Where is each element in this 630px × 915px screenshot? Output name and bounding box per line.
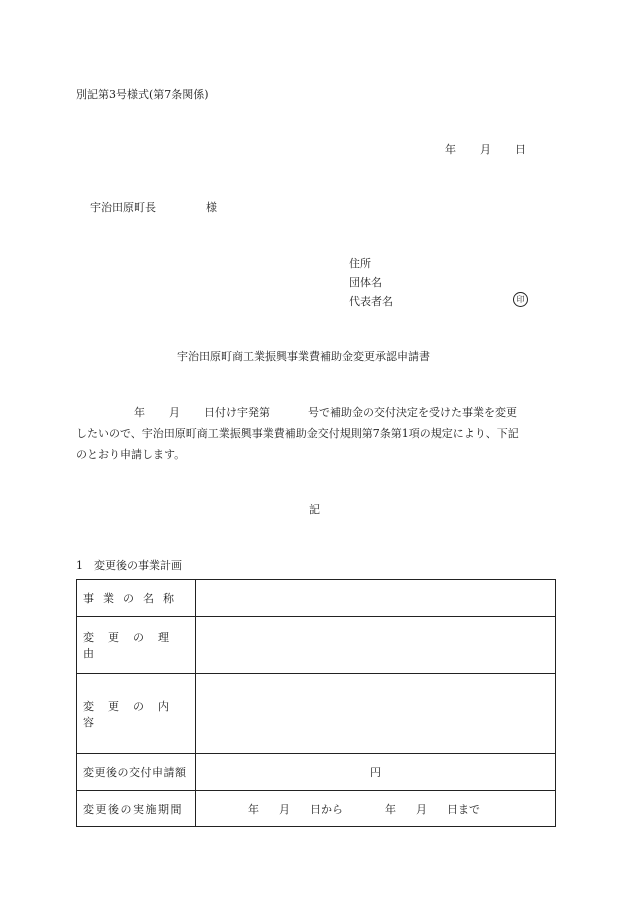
body-month: 月 — [169, 406, 180, 419]
seal-mark — [513, 292, 528, 307]
rep-label: 代表者名 — [349, 295, 393, 308]
value-period — [196, 791, 556, 827]
date-year: 年 — [445, 143, 456, 156]
body-year: 年 — [134, 406, 145, 419]
period-year1: 年 — [248, 802, 259, 816]
form-label: 別記第3号様式(第7条関係) — [76, 88, 209, 101]
period-month1: 月 — [279, 802, 290, 816]
seal-circle: 印 — [513, 292, 528, 307]
addressee-honorific: 様 — [206, 201, 217, 214]
body-line-1 — [76, 402, 556, 423]
table-row — [77, 617, 556, 674]
value-project-name — [196, 580, 556, 617]
address-label: 住所 — [349, 257, 371, 270]
label-project-name: 事業の名称 — [77, 580, 196, 617]
amount-unit: 円 — [370, 766, 381, 779]
label-period: 変更後の実施期間 — [77, 791, 196, 827]
body-paragraph — [76, 402, 556, 465]
value-change-content — [196, 674, 556, 754]
body-line-3: のとおり申請します。 — [76, 448, 186, 461]
addressee — [90, 199, 217, 215]
date-month: 月 — [480, 143, 491, 156]
table-row — [77, 791, 556, 827]
body-number: 号で補助金の交付決定を受けた事業を変更 — [308, 406, 517, 419]
org-label: 団体名 — [349, 276, 382, 289]
addressee-name: 宇治田原町長 — [90, 201, 156, 214]
period-month2: 月 — [416, 802, 427, 816]
period-from: 日から — [310, 802, 343, 816]
table-row — [77, 754, 556, 791]
period-year2: 年 — [385, 802, 396, 816]
period-until: 日まで — [447, 802, 480, 816]
value-amount — [196, 754, 556, 791]
body-line-2: したいので、宇治田原町商工業振興事業費補助金交付規則第7条第1項の規定により、下記 — [76, 427, 519, 440]
section-heading: 1 変更後の事業計画 — [76, 559, 182, 572]
table-row — [77, 580, 556, 617]
date-line — [445, 141, 526, 157]
ki-note: 記 — [309, 503, 320, 516]
plan-table — [76, 579, 556, 827]
label-change-content: 変更の内容 — [77, 674, 196, 754]
value-change-reason — [196, 617, 556, 674]
label-amount: 変更後の交付申請額 — [77, 754, 196, 791]
document-title: 宇治田原町商工業振興事業費補助金変更承認申請書 — [177, 350, 430, 363]
date-day: 日 — [515, 143, 526, 156]
body-dated: 日付け宇発第 — [204, 406, 270, 419]
label-change-reason: 変更の理由 — [77, 617, 196, 674]
table-row — [77, 674, 556, 754]
